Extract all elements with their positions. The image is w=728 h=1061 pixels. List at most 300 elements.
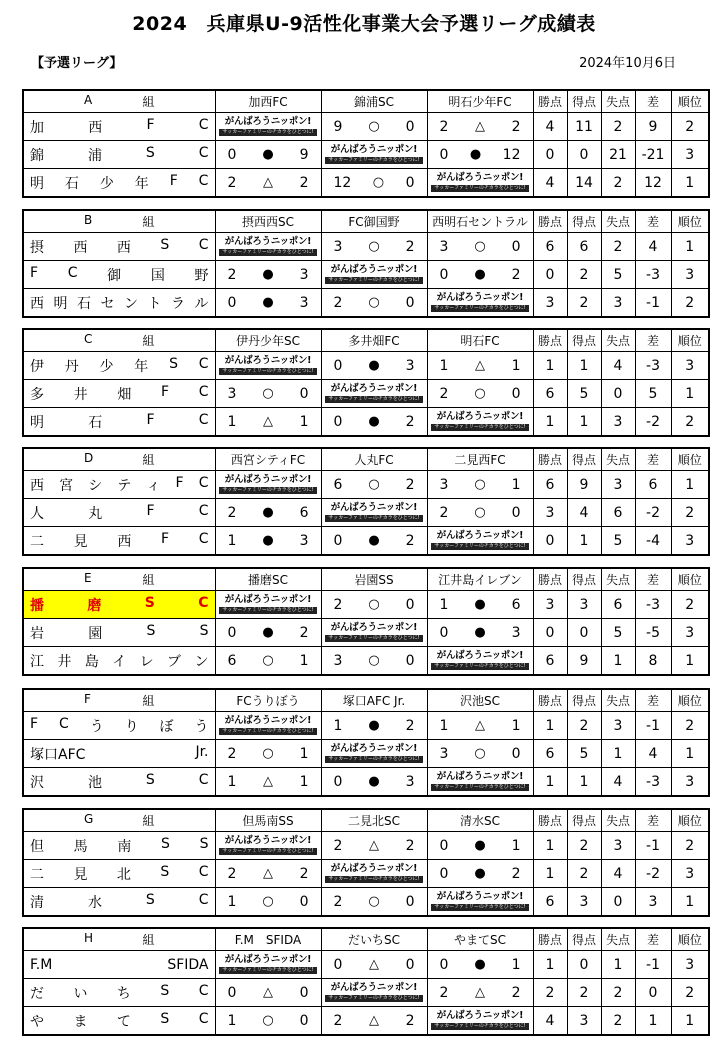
- stat-rank: 2: [671, 113, 709, 141]
- match-result: [321, 471, 427, 499]
- result-symbol: ●: [262, 505, 274, 520]
- score-home: 2: [227, 266, 237, 283]
- opponent-header: 江井島イレブン: [427, 568, 533, 591]
- team-name-char: 南: [117, 838, 132, 855]
- opponent-header: FC御国野: [321, 210, 427, 233]
- team-name-char: 明: [30, 414, 44, 431]
- team-name: [23, 619, 215, 647]
- stat-rank: 3: [671, 619, 709, 647]
- score: [428, 985, 533, 1001]
- team-name-char: 但: [30, 838, 44, 855]
- table-row: [23, 261, 709, 289]
- score-away: 6: [511, 596, 521, 613]
- opponent-header: 二見北SC: [321, 809, 427, 832]
- team-name-text: [24, 145, 215, 165]
- team-name-text: [24, 475, 215, 495]
- team-name-char: 二: [30, 866, 44, 883]
- score: [428, 838, 533, 854]
- match-result: [427, 979, 533, 1007]
- score: [322, 894, 427, 910]
- stat-header: 勝点: [533, 448, 567, 471]
- result-symbol: △: [475, 718, 485, 733]
- score-away: 2: [405, 717, 415, 734]
- team-name-char: 丸: [88, 505, 103, 522]
- self-match-cell: [215, 233, 321, 261]
- stat-rank: 2: [671, 499, 709, 527]
- team-name-char: C: [67, 264, 78, 281]
- opponent-header: 播磨SC: [215, 568, 321, 591]
- group-name: [23, 448, 215, 471]
- score-away: 2: [405, 532, 415, 549]
- team-name-text: [24, 957, 215, 973]
- ganbarou-nippon-logo: [428, 293, 533, 312]
- result-symbol: ●: [262, 147, 274, 162]
- group-suffix: 組: [142, 453, 155, 467]
- team-name-char: 摂: [30, 239, 44, 256]
- logo-main-text: がんばろうニッポン!: [224, 355, 312, 367]
- team-name-text: [24, 623, 215, 643]
- stat-goals-for: 3: [567, 591, 601, 619]
- score: [322, 653, 427, 669]
- self-match-cell: [427, 647, 533, 676]
- team-name: [23, 1007, 215, 1036]
- group-name-text: [24, 213, 215, 230]
- stat-goals-against: 2: [601, 1007, 635, 1036]
- team-name: [23, 740, 215, 768]
- table-row: [23, 619, 709, 647]
- opponent-header: F.M SFIDA: [215, 928, 321, 951]
- table-row: [23, 1007, 709, 1036]
- score-home: 2: [333, 1012, 343, 1029]
- result-symbol: ●: [469, 147, 482, 162]
- score-away: 1: [299, 413, 309, 430]
- score-home: 0: [227, 146, 237, 163]
- logo-sub-text: サッカーファミリーのチカラをひとつに!: [219, 368, 317, 375]
- stat-goals-for: 3: [567, 1007, 601, 1036]
- team-name-char: 少: [99, 175, 114, 192]
- table-row: [23, 647, 709, 676]
- ganbarou-nippon-logo: [428, 412, 533, 431]
- stat-goal-diff: -2: [635, 499, 671, 527]
- team-name-char: 島: [84, 653, 99, 670]
- score-home: 0: [439, 624, 449, 641]
- match-result: [321, 951, 427, 979]
- score-home: 2: [439, 385, 449, 402]
- self-match-cell: [215, 712, 321, 740]
- logo-sub-text: サッカーファミリーのチカラをひとつに!: [325, 277, 423, 284]
- score-home: 3: [439, 238, 449, 255]
- self-match-cell: [321, 979, 427, 1007]
- team-name-char: 水: [87, 894, 102, 911]
- result-symbol: △: [263, 774, 273, 789]
- stat-rank: 3: [671, 860, 709, 888]
- team-name-char: 沢: [30, 774, 44, 791]
- match-result: [321, 289, 427, 318]
- score: [216, 746, 321, 762]
- logo-sub-text: サッカーファミリーのチカラをひとつに!: [431, 663, 529, 670]
- team-name: [23, 860, 215, 888]
- stat-header: 得点: [567, 568, 601, 591]
- match-result: [215, 768, 321, 797]
- score-away: 1: [511, 476, 521, 493]
- score-away: 3: [405, 357, 415, 374]
- score: [428, 239, 533, 255]
- group-letter: C: [84, 332, 93, 346]
- stat-goals-against: 4: [601, 768, 635, 797]
- score: [322, 358, 427, 374]
- score-away: 0: [405, 118, 415, 135]
- table-row: [23, 289, 709, 318]
- stat-goal-diff: 3: [635, 888, 671, 917]
- stat-header: 得点: [567, 809, 601, 832]
- team-name-char: 野: [194, 267, 209, 284]
- result-symbol: ○: [368, 653, 380, 668]
- score-away: 3: [299, 532, 309, 549]
- opponent-header: 塚口AFC Jr.: [321, 689, 427, 712]
- team-name-char: C: [198, 982, 209, 999]
- team-name-char: C: [198, 116, 209, 133]
- ganbarou-nippon-logo: [428, 173, 533, 192]
- team-name-char: 塚口AFC: [30, 746, 86, 763]
- team-name-char: 井: [57, 653, 72, 670]
- score: [428, 718, 533, 734]
- team-name-char: ブ: [167, 653, 182, 670]
- opponent-header: 伊丹少年SC: [215, 329, 321, 352]
- stat-header: 得点: [567, 210, 601, 233]
- stat-header: 順位: [671, 448, 709, 471]
- stat-goals-for: 6: [567, 233, 601, 261]
- team-name-char: S: [146, 622, 156, 639]
- stat-goals-against: 2: [601, 979, 635, 1007]
- score: [322, 477, 427, 493]
- score-home: 1: [439, 717, 449, 734]
- score-home: 1: [227, 1012, 237, 1029]
- result-symbol: △: [475, 358, 485, 373]
- ganbarou-nippon-logo: [322, 503, 427, 522]
- team-name: [23, 408, 215, 437]
- team-name-char: う: [194, 718, 209, 735]
- group-table: [22, 567, 710, 676]
- ganbarou-nippon-logo: [322, 983, 427, 1002]
- score-away: 0: [405, 893, 415, 910]
- ganbarou-nippon-logo: [216, 117, 321, 136]
- logo-sub-text: サッカーファミリーのチカラをひとつに!: [325, 515, 423, 522]
- stat-goals-for: 2: [567, 712, 601, 740]
- team-name-char: C: [198, 383, 209, 400]
- score-away: 9: [299, 146, 309, 163]
- score-home: 0: [439, 956, 449, 973]
- team-name: [23, 888, 215, 917]
- match-result: [321, 647, 427, 676]
- group-header-row: [23, 90, 709, 113]
- stat-goal-diff: 1: [635, 1007, 671, 1036]
- match-result: [321, 768, 427, 797]
- team-name-text: [24, 772, 215, 792]
- stat-rank: 1: [671, 169, 709, 198]
- team-name-text: [24, 595, 215, 615]
- table-row: [23, 233, 709, 261]
- result-symbol: ●: [474, 866, 486, 881]
- result-symbol: ○: [262, 386, 274, 401]
- team-name-text: [24, 412, 215, 432]
- stat-points: 6: [533, 380, 567, 408]
- team-name-char: 岩: [30, 625, 44, 642]
- stat-header: 失点: [601, 329, 635, 352]
- stat-goals-for: 1: [567, 408, 601, 437]
- logo-sub-text: サッカーファミリーのチカラをひとつに!: [431, 185, 529, 192]
- group-name: [23, 928, 215, 951]
- stat-rank: 2: [671, 979, 709, 1007]
- stat-goal-diff: -3: [635, 591, 671, 619]
- stat-header: 順位: [671, 928, 709, 951]
- team-name-char: C: [198, 411, 209, 428]
- group-name: [23, 90, 215, 113]
- team-name-char: 国: [150, 267, 165, 284]
- match-result: [427, 712, 533, 740]
- group-header-row: [23, 448, 709, 471]
- logo-main-text: がんばろうニッポン!: [436, 172, 524, 184]
- table-row: [23, 141, 709, 169]
- stat-goals-against: 3: [601, 712, 635, 740]
- group-name-text: [24, 692, 215, 709]
- logo-main-text: がんばろうニッポン!: [224, 715, 312, 727]
- team-name: [23, 979, 215, 1007]
- score-home: 2: [227, 865, 237, 882]
- team-name-char: 西: [116, 239, 131, 256]
- score-away: 0: [511, 504, 521, 521]
- stat-goals-for: 2: [567, 860, 601, 888]
- team-name-char: 石: [64, 175, 79, 192]
- team-name-text: [24, 716, 215, 736]
- stat-goal-diff: 8: [635, 647, 671, 676]
- match-result: [215, 527, 321, 556]
- score-home: 0: [227, 984, 237, 1001]
- match-result: [427, 113, 533, 141]
- match-result: [321, 408, 427, 437]
- stat-points: 1: [533, 408, 567, 437]
- stat-points: 6: [533, 740, 567, 768]
- score: [428, 505, 533, 521]
- stat-goals-against: 3: [601, 832, 635, 860]
- group-letter: B: [84, 213, 93, 227]
- group-name: [23, 809, 215, 832]
- team-name-char: 浦: [87, 147, 102, 164]
- team-name-char: S: [160, 1010, 170, 1027]
- score-home: 0: [333, 357, 343, 374]
- team-name-text: [24, 265, 215, 285]
- opponent-header: 二見西FC: [427, 448, 533, 471]
- group-suffix: 組: [142, 933, 155, 947]
- score-away: 6: [299, 504, 309, 521]
- stat-goals-for: 2: [567, 979, 601, 1007]
- score: [428, 386, 533, 402]
- stat-goals-for: 2: [567, 832, 601, 860]
- ganbarou-nippon-logo: [322, 145, 427, 164]
- score-away: 0: [405, 956, 415, 973]
- stat-points: 6: [533, 233, 567, 261]
- self-match-cell: [427, 768, 533, 797]
- ganbarou-nippon-logo: [428, 531, 533, 550]
- result-symbol: △: [263, 866, 273, 881]
- stat-points: 4: [533, 1007, 567, 1036]
- stat-header: 勝点: [533, 689, 567, 712]
- team-name: [23, 951, 215, 979]
- score-away: 2: [405, 1012, 415, 1029]
- opponent-header: 清水SC: [427, 809, 533, 832]
- team-name-char: F: [30, 264, 39, 281]
- team-name-char: ぼ: [159, 718, 174, 735]
- score-away: 0: [405, 652, 415, 669]
- score-away: 2: [299, 624, 309, 641]
- score-away: 2: [299, 865, 309, 882]
- stat-header: 差: [635, 568, 671, 591]
- result-symbol: ●: [368, 533, 380, 548]
- result-symbol: ●: [474, 267, 486, 282]
- ganbarou-nippon-logo: [216, 237, 321, 256]
- result-symbol: ○: [368, 894, 380, 909]
- match-result: [427, 832, 533, 860]
- opponent-header: 人丸FC: [321, 448, 427, 471]
- logo-sub-text: サッカーファミリーのチカラをひとつに!: [325, 876, 423, 883]
- stat-goal-diff: 9: [635, 113, 671, 141]
- logo-main-text: がんばろうニッポン!: [224, 236, 312, 248]
- stat-points: 1: [533, 352, 567, 380]
- group-name-text: [24, 931, 215, 948]
- score-away: 0: [299, 893, 309, 910]
- group-header-row: [23, 689, 709, 712]
- score-away: 0: [299, 385, 309, 402]
- match-result: [427, 860, 533, 888]
- score: [216, 414, 321, 430]
- opponent-header: 明石FC: [427, 329, 533, 352]
- team-name-char: F: [30, 715, 39, 732]
- score-home: 9: [333, 118, 343, 135]
- stat-goals-for: 0: [567, 141, 601, 169]
- score: [216, 625, 321, 641]
- score: [322, 175, 427, 191]
- logo-main-text: がんばろうニッポン!: [436, 1010, 524, 1022]
- team-name-char: イ: [112, 653, 127, 670]
- score: [216, 774, 321, 790]
- match-result: [321, 352, 427, 380]
- stat-rank: 3: [671, 951, 709, 979]
- score-away: 3: [405, 773, 415, 790]
- self-match-cell: [427, 289, 533, 318]
- stat-goals-for: 3: [567, 888, 601, 917]
- stat-rank: 1: [671, 233, 709, 261]
- self-match-cell: [427, 1007, 533, 1036]
- score-home: 0: [227, 294, 237, 311]
- match-result: [427, 591, 533, 619]
- stat-goal-diff: -1: [635, 712, 671, 740]
- match-result: [321, 113, 427, 141]
- score: [428, 866, 533, 882]
- logo-main-text: がんばろうニッポン!: [436, 891, 524, 903]
- match-result: [215, 1007, 321, 1036]
- match-result: [215, 408, 321, 437]
- score: [216, 175, 321, 191]
- stat-goal-diff: 5: [635, 380, 671, 408]
- team-name-char: 年: [134, 175, 149, 192]
- ganbarou-nippon-logo: [428, 892, 533, 911]
- logo-main-text: がんばろうニッポン!: [436, 650, 524, 662]
- team-name-text: [24, 237, 215, 257]
- result-symbol: ○: [474, 477, 486, 492]
- match-result: [427, 619, 533, 647]
- team-name-char: S: [145, 771, 155, 788]
- stat-rank: 1: [671, 647, 709, 676]
- stat-goals-against: 2: [601, 233, 635, 261]
- score: [322, 119, 427, 135]
- team-name-char: 園: [88, 625, 103, 642]
- team-name-char: 江: [30, 653, 44, 670]
- match-result: [427, 951, 533, 979]
- ganbarou-nippon-logo: [322, 744, 427, 763]
- stat-header: 差: [635, 210, 671, 233]
- team-name-char: S: [199, 835, 209, 852]
- score-away: 12: [502, 146, 521, 163]
- stat-header: 勝点: [533, 809, 567, 832]
- team-name-char: 西: [88, 119, 103, 136]
- team-name-char: う: [89, 718, 104, 735]
- match-result: [215, 499, 321, 527]
- table-row: [23, 768, 709, 797]
- stat-points: 3: [533, 499, 567, 527]
- team-name-char: 西: [30, 477, 44, 494]
- stat-goals-for: 9: [567, 471, 601, 499]
- opponent-header: だいちSC: [321, 928, 427, 951]
- self-match-cell: [427, 408, 533, 437]
- table-row: [23, 832, 709, 860]
- score-home: 0: [333, 413, 343, 430]
- table-row: [23, 712, 709, 740]
- self-match-cell: [321, 141, 427, 169]
- score-home: 3: [227, 385, 237, 402]
- stat-rank: 3: [671, 352, 709, 380]
- stat-header: 差: [635, 689, 671, 712]
- team-name-char: ま: [73, 1013, 88, 1030]
- team-name-char: F: [169, 172, 178, 189]
- score-home: 12: [333, 174, 352, 191]
- stat-rank: 1: [671, 471, 709, 499]
- score-away: 0: [511, 745, 521, 762]
- stat-goal-diff: -21: [635, 141, 671, 169]
- stat-goal-diff: 4: [635, 740, 671, 768]
- team-name-char: ト: [147, 295, 162, 312]
- stat-goals-against: 0: [601, 888, 635, 917]
- team-name: [23, 169, 215, 198]
- team-name-char: 明: [53, 295, 68, 312]
- result-symbol: ○: [368, 295, 380, 310]
- stat-goals-against: 5: [601, 619, 635, 647]
- score-away: 2: [511, 984, 521, 1001]
- score-home: 0: [439, 146, 449, 163]
- score-home: 2: [333, 294, 343, 311]
- logo-main-text: がんばろうニッポン!: [436, 771, 524, 783]
- ganbarou-nippon-logo: [216, 716, 321, 735]
- stat-points: 0: [533, 261, 567, 289]
- result-symbol: ●: [262, 267, 274, 282]
- result-symbol: ○: [368, 119, 380, 134]
- score-home: 0: [439, 865, 449, 882]
- stat-points: 6: [533, 471, 567, 499]
- stat-header: 失点: [601, 448, 635, 471]
- stat-goals-for: 5: [567, 740, 601, 768]
- opponent-header: 但馬南SS: [215, 809, 321, 832]
- logo-main-text: がんばろうニッポン!: [224, 835, 312, 847]
- result-symbol: ●: [474, 957, 486, 972]
- logo-sub-text: サッカーファミリーのチカラをひとつに!: [219, 487, 317, 494]
